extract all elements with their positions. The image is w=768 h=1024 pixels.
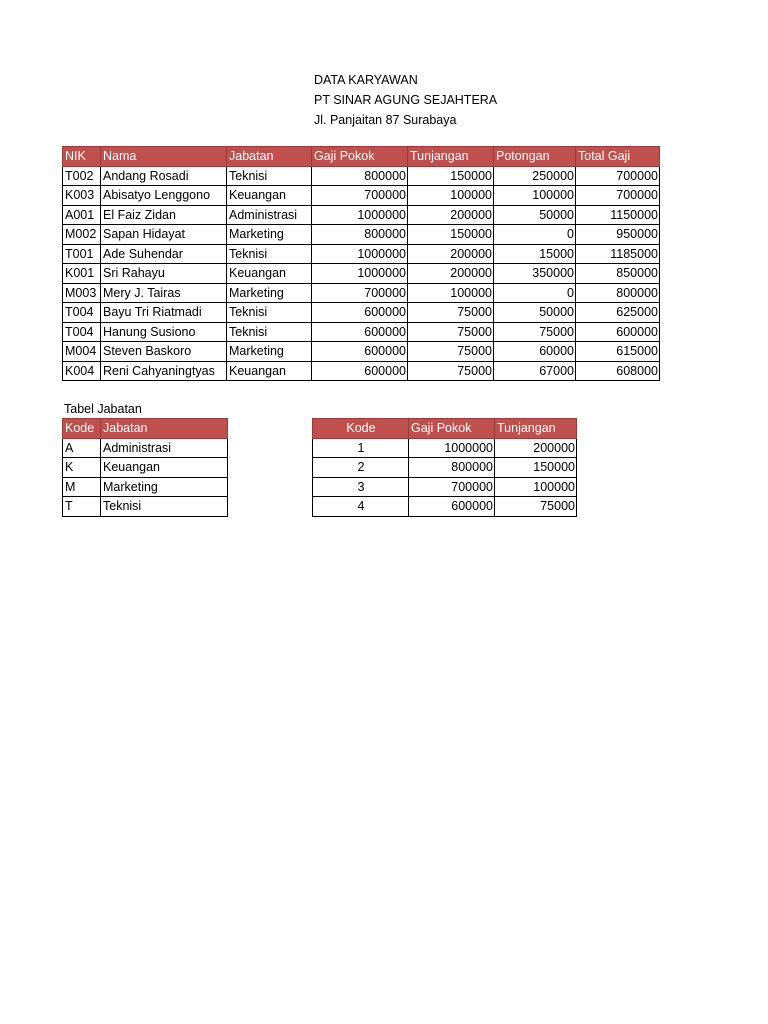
cell-potongan: 0	[494, 283, 576, 303]
employee-table-body	[63, 166, 660, 381]
employee-table	[62, 146, 660, 381]
cell-potongan: 50000	[494, 303, 576, 323]
cell-nik: A001	[63, 205, 101, 225]
column-header-potongan: Potongan	[494, 147, 576, 167]
cell-jabatan: Teknisi	[227, 244, 312, 264]
table-row	[63, 244, 660, 264]
kode-table-body	[313, 438, 577, 516]
cell-nama: El Faiz Zidan	[101, 205, 227, 225]
column-header-tunjangan: Tunjangan	[408, 147, 494, 167]
company-address: Jl. Panjaitan 87 Surabaya	[314, 113, 457, 127]
cell-kode: T	[63, 497, 101, 517]
cell-jabatan: Marketing	[227, 283, 312, 303]
cell-jabatan: Teknisi	[227, 166, 312, 186]
cell-gaji-pokok: 600000	[312, 342, 408, 362]
cell-jabatan: Administrasi	[227, 205, 312, 225]
column-header-kode: Kode	[63, 419, 101, 439]
table-row	[63, 303, 660, 323]
column-header-nama: Nama	[101, 147, 227, 167]
cell-nik: T004	[63, 303, 101, 323]
cell-tunjangan: 75000	[408, 322, 494, 342]
column-header-gaji-pokok: Gaji Pokok	[312, 147, 408, 167]
cell-potongan: 50000	[494, 205, 576, 225]
table-row	[63, 186, 660, 206]
column-header-tunjangan: Tunjangan	[495, 419, 577, 439]
cell-gaji-pokok: 600000	[312, 322, 408, 342]
jabatan-table-header	[63, 419, 228, 439]
cell-kode: 2	[313, 458, 409, 478]
company-name: PT SINAR AGUNG SEJAHTERA	[314, 93, 498, 107]
cell-nama: Sri Rahayu	[101, 264, 227, 284]
cell-tunjangan: 75000	[408, 303, 494, 323]
table-row	[63, 225, 660, 245]
cell-potongan: 67000	[494, 361, 576, 381]
cell-tunjangan: 75000	[408, 361, 494, 381]
cell-nama: Steven Baskoro	[101, 342, 227, 362]
cell-tunjangan: 75000	[408, 342, 494, 362]
table-row	[313, 458, 577, 478]
cell-jabatan: Administrasi	[101, 438, 228, 458]
column-header-gaji-pokok: Gaji Pokok	[409, 419, 495, 439]
cell-gaji-pokok: 800000	[312, 225, 408, 245]
cell-nama: Andang Rosadi	[101, 166, 227, 186]
cell-jabatan: Keuangan	[227, 264, 312, 284]
cell-total-gaji: 608000	[576, 361, 660, 381]
cell-kode: A	[63, 438, 101, 458]
employee-table-header	[63, 147, 660, 167]
cell-nama: Mery J. Tairas	[101, 283, 227, 303]
cell-jabatan: Marketing	[101, 477, 228, 497]
cell-kode: M	[63, 477, 101, 497]
table-row	[63, 477, 228, 497]
cell-nama: Hanung Susiono	[101, 322, 227, 342]
table-row	[63, 322, 660, 342]
table-row	[313, 438, 577, 458]
cell-nik: M004	[63, 342, 101, 362]
table-row	[313, 497, 577, 517]
table-row	[63, 283, 660, 303]
cell-potongan: 15000	[494, 244, 576, 264]
cell-gaji-pokok: 1000000	[312, 264, 408, 284]
table-row	[63, 342, 660, 362]
cell-gaji-pokok: 600000	[409, 497, 495, 517]
cell-total-gaji: 700000	[576, 186, 660, 206]
cell-tunjangan: 150000	[408, 166, 494, 186]
cell-gaji-pokok: 600000	[312, 361, 408, 381]
cell-nik: K003	[63, 186, 101, 206]
column-header-nik: NIK	[63, 147, 101, 167]
cell-kode: 3	[313, 477, 409, 497]
cell-gaji-pokok: 700000	[312, 186, 408, 206]
cell-gaji-pokok: 700000	[312, 283, 408, 303]
cell-jabatan: Keuangan	[227, 361, 312, 381]
cell-total-gaji: 625000	[576, 303, 660, 323]
cell-total-gaji: 600000	[576, 322, 660, 342]
table-row	[63, 264, 660, 284]
cell-total-gaji: 1150000	[576, 205, 660, 225]
cell-tunjangan: 100000	[495, 477, 577, 497]
cell-potongan: 0	[494, 225, 576, 245]
cell-nama: Ade Suhendar	[101, 244, 227, 264]
cell-nama: Reni Cahyaningtyas	[101, 361, 227, 381]
jabatan-table	[62, 418, 228, 517]
cell-total-gaji: 1185000	[576, 244, 660, 264]
cell-tunjangan: 200000	[408, 205, 494, 225]
cell-nik: T002	[63, 166, 101, 186]
cell-nik: M002	[63, 225, 101, 245]
cell-jabatan: Marketing	[227, 342, 312, 362]
cell-gaji-pokok: 600000	[312, 303, 408, 323]
cell-kode: 4	[313, 497, 409, 517]
cell-tunjangan: 100000	[408, 186, 494, 206]
cell-gaji-pokok: 700000	[409, 477, 495, 497]
kode-table-header	[313, 419, 577, 439]
cell-gaji-pokok: 1000000	[409, 438, 495, 458]
table-row	[63, 497, 228, 517]
table-row	[63, 458, 228, 478]
document-title: DATA KARYAWAN	[314, 73, 418, 87]
jabatan-table-body	[63, 438, 228, 516]
cell-potongan: 100000	[494, 186, 576, 206]
cell-tunjangan: 200000	[408, 244, 494, 264]
cell-jabatan: Keuangan	[101, 458, 228, 478]
cell-jabatan: Keuangan	[227, 186, 312, 206]
cell-tunjangan: 100000	[408, 283, 494, 303]
cell-gaji-pokok: 1000000	[312, 205, 408, 225]
cell-potongan: 75000	[494, 322, 576, 342]
cell-tunjangan: 200000	[495, 438, 577, 458]
cell-potongan: 350000	[494, 264, 576, 284]
table-row	[63, 205, 660, 225]
cell-nama: Sapan Hidayat	[101, 225, 227, 245]
table-row	[63, 166, 660, 186]
cell-nama: Bayu Tri Riatmadi	[101, 303, 227, 323]
cell-kode: 1	[313, 438, 409, 458]
cell-gaji-pokok: 1000000	[312, 244, 408, 264]
column-header-jabatan: Jabatan	[227, 147, 312, 167]
cell-total-gaji: 700000	[576, 166, 660, 186]
cell-kode: K	[63, 458, 101, 478]
cell-nik: T001	[63, 244, 101, 264]
cell-nik: K004	[63, 361, 101, 381]
cell-potongan: 250000	[494, 166, 576, 186]
cell-total-gaji: 950000	[576, 225, 660, 245]
cell-total-gaji: 615000	[576, 342, 660, 362]
cell-nik: K001	[63, 264, 101, 284]
column-header-jabatan: Jabatan	[101, 419, 228, 439]
cell-gaji-pokok: 800000	[409, 458, 495, 478]
cell-jabatan: Teknisi	[227, 322, 312, 342]
cell-tunjangan: 150000	[408, 225, 494, 245]
cell-tunjangan: 150000	[495, 458, 577, 478]
table-row	[63, 361, 660, 381]
cell-tunjangan: 200000	[408, 264, 494, 284]
cell-jabatan: Marketing	[227, 225, 312, 245]
kode-table	[312, 418, 577, 517]
cell-jabatan: Teknisi	[101, 497, 228, 517]
cell-tunjangan: 75000	[495, 497, 577, 517]
column-header-total-gaji: Total Gaji	[576, 147, 660, 167]
cell-nik: M003	[63, 283, 101, 303]
table-row	[63, 438, 228, 458]
cell-nik: T004	[63, 322, 101, 342]
document-header	[314, 70, 497, 130]
column-header-kode: Kode	[313, 419, 409, 439]
cell-total-gaji: 850000	[576, 264, 660, 284]
cell-potongan: 60000	[494, 342, 576, 362]
cell-gaji-pokok: 800000	[312, 166, 408, 186]
jabatan-table-caption: Tabel Jabatan	[64, 402, 142, 416]
table-row	[313, 477, 577, 497]
cell-total-gaji: 800000	[576, 283, 660, 303]
cell-jabatan: Teknisi	[227, 303, 312, 323]
cell-nama: Abisatyo Lenggono	[101, 186, 227, 206]
